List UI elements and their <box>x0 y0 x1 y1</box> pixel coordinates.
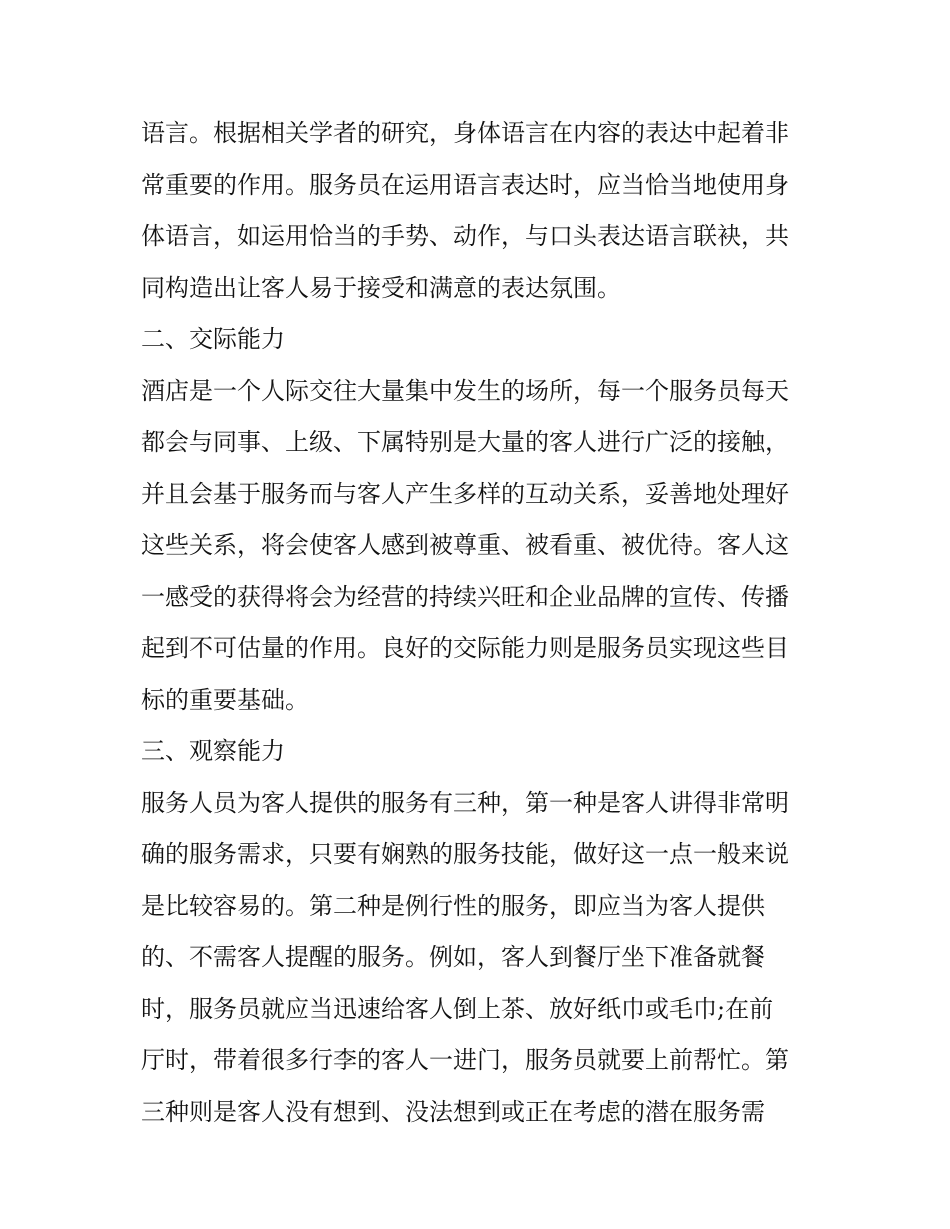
paragraph-line: 确的服务需求，只要有娴熟的服务技能，做好这一点一般来说 <box>141 840 789 868</box>
paragraph-line: 厅时，带着很多行李的客人一进门，服务员就要上前帮忙。第 <box>141 1046 789 1074</box>
paragraph-line: 标的重要基础。 <box>141 685 309 714</box>
paragraph-line: 常重要的作用。服务员在运用语言表达时，应当恰当地使用身 <box>141 170 789 199</box>
paragraph-line: 酒店是一个人际交往大量集中发生的场所，每一个服务员每天 <box>141 376 789 405</box>
paragraph-line: 服务人员为客人提供的服务有三种，第一种是客人讲得非常明 <box>141 788 789 817</box>
paragraph-line: 同构造出让客人易于接受和满意的表达氛围。 <box>141 273 621 302</box>
paragraph-line: 一感受的获得将会为经营的持续兴旺和企业品牌的宣传、传播 <box>141 582 789 611</box>
section-heading: 三、观察能力 <box>141 737 285 765</box>
paragraph-line: 都会与同事、上级、下属特别是大量的客人进行广泛的接触， <box>141 428 789 456</box>
section-heading: 二、交际能力 <box>141 325 285 353</box>
paragraph-line: 三种则是客人没有想到、没法想到或正在考虑的潜在服务需 <box>141 1097 765 1126</box>
paragraph-line: 并且会基于服务而与客人产生多样的互动关系，妥善地处理好 <box>141 479 789 508</box>
paragraph-line: 是比较容易的。第二种是例行性的服务，即应当为客人提供 <box>141 891 765 920</box>
paragraph-line: 时，服务员就应当迅速给客人倒上茶、放好纸巾或毛巾;在前 <box>141 994 774 1023</box>
paragraph-line: 的、不需客人提醒的服务。例如，客人到餐厅坐下准备就餐 <box>141 943 765 971</box>
document-body <box>141 108 821 1138</box>
paragraph-line: 起到不可估量的作用。良好的交际能力则是服务员实现这些目 <box>141 634 789 662</box>
paragraph-line: 语言。根据相关学者的研究，身体语言在内容的表达中起着非 <box>141 119 789 147</box>
paragraph-line: 体语言，如运用恰当的手势、动作，与口头表达语言联袂，共 <box>141 222 789 250</box>
paragraph-line: 这些关系，将会使客人感到被尊重、被看重、被优待。客人这 <box>141 531 789 559</box>
